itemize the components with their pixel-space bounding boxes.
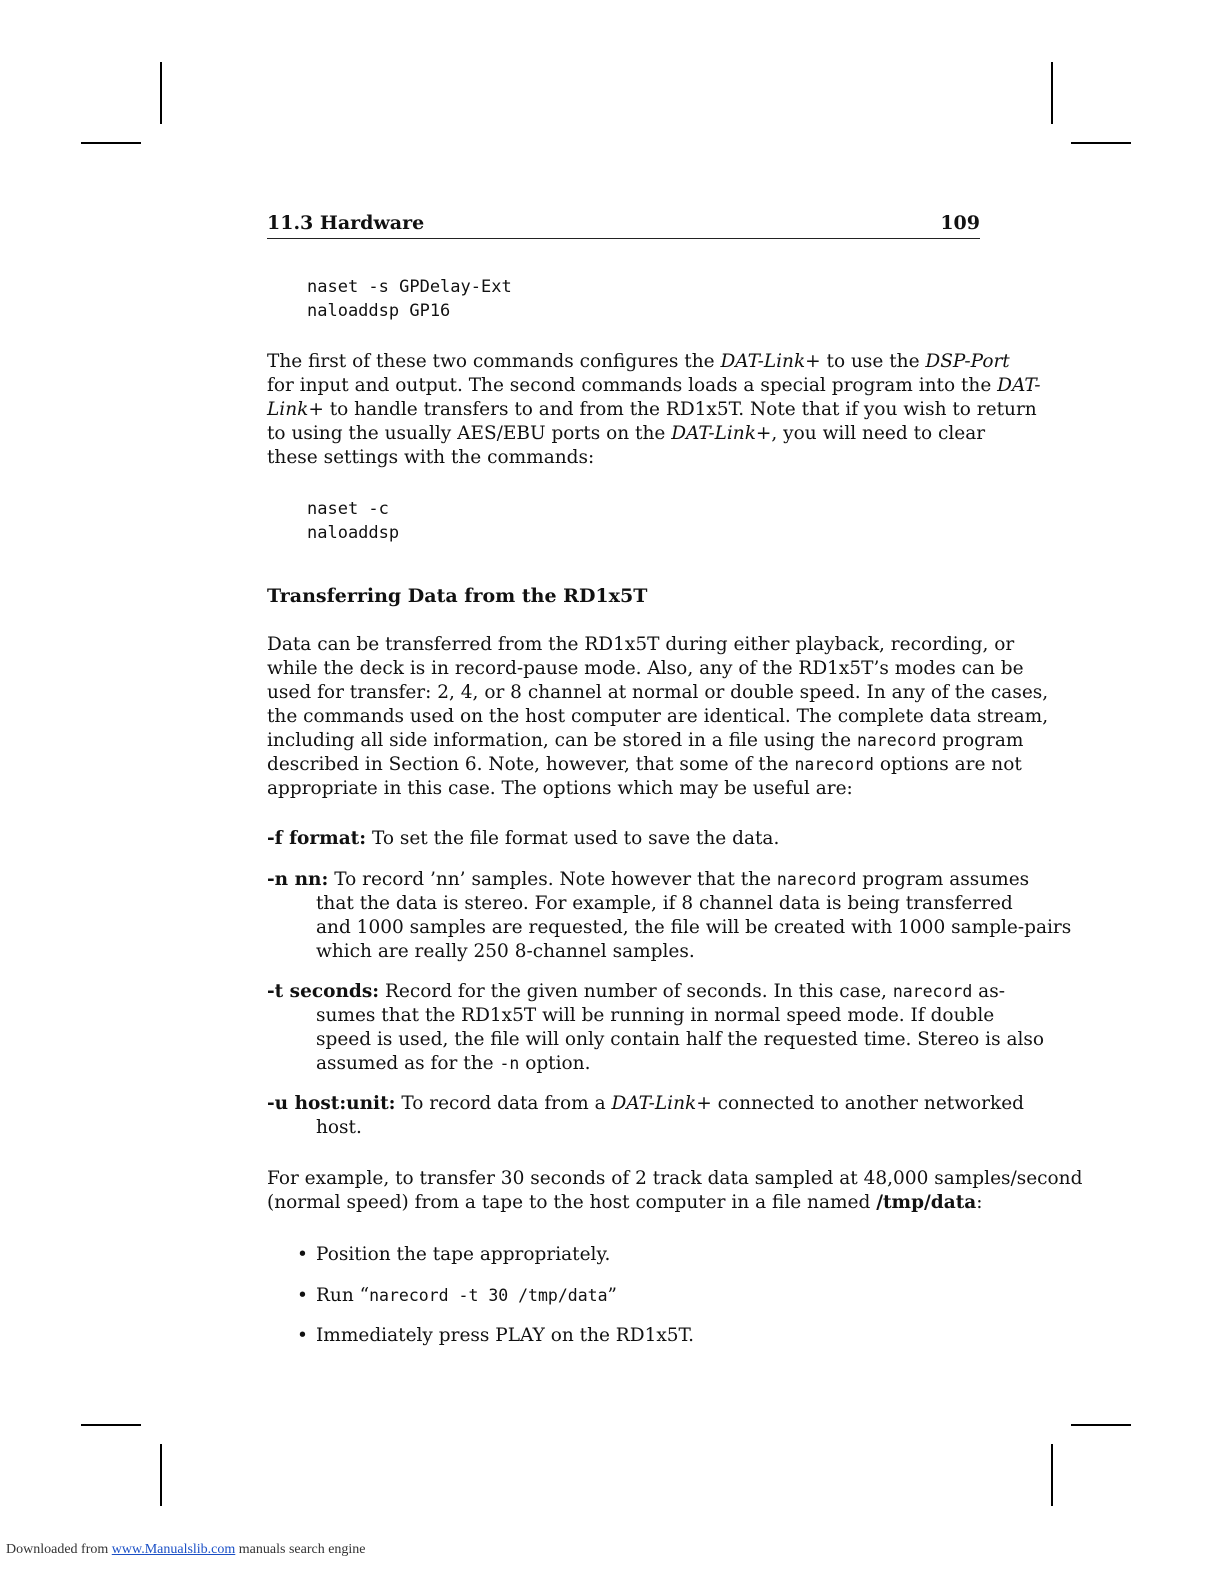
download-footer: Downloaded from www.Manualslib.com manuals search engine — [6, 1542, 366, 1557]
option-term: -u host:unit: — [267, 1093, 396, 1114]
text-line: the commands used on the host computer are identical. The complete data stream, — [267, 706, 1049, 727]
bullet-icon: • — [297, 1285, 308, 1306]
list-item: • Run “narecord -t 30 /tmp/data” — [297, 1285, 617, 1306]
list-item: • Immediately press PLAY on the RD1x5T. — [297, 1325, 695, 1346]
text-line: these settings with the commands: — [267, 447, 595, 468]
text-line: Data can be transferred from the RD1x5T during either playback, recording, or — [267, 634, 1015, 655]
code-line: naloaddsp GP16 — [307, 301, 451, 321]
text-line: For example, to transfer 30 seconds of 2 track data sampled at 48,000 samples/second — [267, 1168, 1083, 1189]
bullet-icon: • — [297, 1244, 308, 1265]
crop-mark — [81, 142, 141, 144]
option-t: -t seconds: Record for the given number of seconds. In this case, narecord as- sumes that the RD1x5T will be running in normal speed mode. If double speed is used, the file will only contain half the requested time. Stereo is also assumed as for the -n option. — [267, 981, 1045, 1074]
list-item: • Position the tape appropriately. — [297, 1244, 611, 1265]
page-number: 109 — [940, 212, 980, 234]
text-line: appropriate in this case. The options which may be useful are: — [267, 778, 853, 799]
option-term: -t seconds: — [267, 981, 380, 1002]
text-line: described in Section 6. Note, however, that some of the narecord options are not — [267, 754, 1022, 775]
crop-mark — [1051, 62, 1053, 124]
crop-mark — [1071, 142, 1131, 144]
running-header — [267, 212, 980, 239]
section-title: 11.3 Hardware — [267, 212, 425, 234]
text-line: for input and output. The second commands loads a special program into the DAT- — [267, 375, 1041, 396]
text-line: (normal speed) from a tape to the host computer in a file named /tmp/data: — [267, 1192, 983, 1213]
code-line: naset -s GPDelay-Ext — [307, 277, 512, 297]
text-line: used for transfer: 2, 4, or 8 channel at normal or double speed. In any of the cases, — [267, 682, 1049, 703]
text-line: including all side information, can be stored in a file using the narecord program — [267, 730, 1024, 751]
subsection-heading: Transferring Data from the RD1x5T — [267, 585, 648, 607]
manualslib-link[interactable]: www.Manualslib.com — [111, 1542, 236, 1557]
option-term: -f format: — [267, 828, 367, 849]
code-block-1 — [307, 275, 512, 323]
option-u: -u host:unit: To record data from a DAT-Link+ connected to another networked host. — [267, 1093, 1025, 1138]
text-line: Link+ to handle transfers to and from the RD1x5T. Note that if you wish to return — [267, 399, 1037, 420]
option-f: -f format: To set the file format used to save the data. — [267, 828, 780, 849]
crop-mark — [81, 1424, 141, 1426]
bullet-icon: • — [297, 1325, 308, 1346]
text-line: The first of these two commands configures the DAT-Link+ to use the DSP-Port — [267, 351, 1010, 372]
option-term: -n nn: — [267, 869, 329, 890]
paragraph-3 — [267, 1167, 1083, 1215]
crop-mark — [160, 62, 162, 124]
paragraph-2 — [267, 633, 1049, 801]
code-block-2 — [307, 497, 399, 545]
crop-mark — [1071, 1424, 1131, 1426]
code-line: naset -c — [307, 499, 389, 519]
crop-mark — [1051, 1444, 1053, 1506]
option-n: -n nn: To record ’nn’ samples. Note however that the narecord program assumes that the data is stereo. For example, if 8 channel data is being transferred and 1000 samples are requested, the file will be created with 1000 sample-pairs which are really 250 8-channel samples. — [267, 869, 1072, 962]
text-line: while the deck is in record-pause mode. Also, any of the RD1x5T’s modes can be — [267, 658, 1024, 679]
code-line: naloaddsp — [307, 523, 400, 543]
paragraph-1 — [267, 350, 1041, 470]
text-line: to using the usually AES/EBU ports on the DAT-Link+, you will need to clear — [267, 423, 986, 444]
crop-mark — [160, 1444, 162, 1506]
